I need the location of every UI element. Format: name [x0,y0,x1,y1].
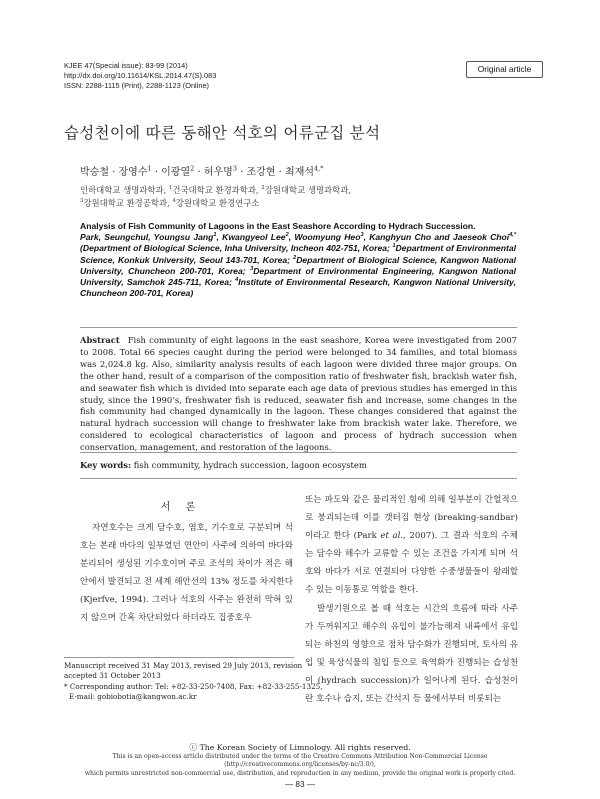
affiliation-mark: 1 [392,243,396,250]
license-line: This is an open-access article distributed under the terms of the Creative Commons Attribution Non-Commercial License (http://creativecommons.org/licenses/by-nc/3.0/), [112,753,488,769]
page-title: 습성천이에 따른 동해안 석호의 어류군집 분석 [64,124,381,142]
affiliation-mark: 1 [147,164,152,173]
affiliation-text: (Department of Biological Science, Inha University, Incheon 402-751, Korea; [80,243,393,254]
abstract-text: Fish community of eight lagoons in the east seashore, Korea were investigated from 2007 to 2008. Total 66 species caught during the period were belonged to 34 families, and total biomass was 2,024.8 kg. Also, similarity analysis results of each lagoon were divided three major groups. On the other hand, result of a comparison of the composition ratio of freshwater fish, brackish water fish, and seawater fish which is divided into separate each age data of previous studies has emerged in this study, since the 1990’s, freshwater fish is reduced, seawater fish and increase, some changes in the fish community had changed dynamically in the lagoon. These changes considered that against the natural hydrach succession will change to freshwater lake from brackish water lake. Therefore, we considered to ecological characteristics of lagoon and process of hydrach succession when conservation, management, and restoration of the lagoons. [80,335,517,453]
paragraph: 발생기원으로 볼 때 석호는 시간의 흐름에 따라 사주가 두꺼워지고 해수의 유입이 불가능해져 내륙에서 유입되는 하천의 영향으로 점차 담수화가 진행되며, 토사의 유입 및 육상식물의 침입 등으로 육역화가 진행되는 습성천이 (hydrach succession)가 일어나게 된다. 습성천이란 호수나 습지, 또는 간석지 등 물에서부터 비롯되는 [305,603,518,705]
affiliation-text: 강원대학교 생명과학과, [264,185,351,195]
affiliation-mark: 2 [285,232,289,239]
english-title: Analysis of Fish Community of Lagoons in the East Seashore According to Hydrach Succession. [80,221,476,231]
keywords [80,460,517,470]
journal-meta [64,61,216,92]
footnote-divider [64,657,294,658]
keywords-bottom-divider [80,478,517,479]
author-text: 박승철 · 장영수 [80,167,148,178]
license [50,753,550,778]
author-text: , Woomyung Heo [288,232,361,242]
citation-etal: et al [380,531,401,542]
authors-korean [80,163,323,178]
affiliation-mark: 1 [213,232,217,239]
author-text: , Kanghyun Cho and Jaeseok Choi [363,232,510,242]
affiliation-text: 강원대학교 환경연구소 [175,198,260,209]
affiliations-korean [80,184,351,211]
keywords-text: fish community, hydrach succession, lagoon ecosystem [131,460,367,470]
affiliation-text: 강원대학교 환경공학과, [83,198,173,209]
affiliation-mark: 4,* [314,164,324,173]
paragraph [305,491,518,600]
affiliation-text: 건국대학교 환경과학과, [172,185,262,195]
author-text: · 조강현 · 최재석 [236,167,315,178]
license-line: which permits unrestricted non-commercial use, distribution, and reproduction in any medium, provide the original work is properly cited. [84,769,516,777]
affiliation-mark: 3 [360,232,364,239]
footnote-email: E-mail: gobiobotia@kangwon.ac.kr [69,691,197,701]
body-column-right [305,491,518,708]
author-text: · 허우명 [194,167,233,178]
footnote-line: accepted 31 October 2013 [64,671,161,681]
paragraph: 자연호수는 크게 담수호, 염호, 기수호로 구분되며 석호는 본래 바다의 일부였던 연안이 사주에 의하여 바다와 분리되어 생성된 기수호이며 주로 조석의 차이가 적은 해안에서 발견되고 전 세계 해안선의 13% 정도를 차지한다 (Kjerfve, 1994). 그러나 석호의 사주는 완전히 막혀 있지 않으며 간혹 차단되었다 하더라도 집중호우 [80,523,293,624]
journal-citation: KJEE 47(Special issue): 83-99 (2014) [64,61,188,70]
doi-link[interactable]: http://dx.doi.org/10.11614/KSL.2014.47(S).083 [64,71,217,81]
author-text: Park, Seungchul, Youngsu Jang [80,232,214,242]
affiliation-line [80,184,351,197]
affiliation-mark: 3 [250,266,254,273]
affiliation-text: Department of Biological Science, Kangwon National University, Chuncheon 200-701, Korea; [80,254,516,276]
abstract [80,335,517,454]
keywords-label: Key words: [80,460,132,470]
body-column-left [80,519,293,628]
issn: ISSN: 2288-1115 (Print), 2288-1123 (Online) [64,81,210,91]
affiliation-mark: 4 [172,198,176,205]
affiliation-text: Department of Environmental Science, Konkuk University, Seoul 143-701, Korea; [80,243,516,265]
affiliation-line [80,197,351,210]
affiliation-mark: 3 [232,164,237,173]
abstract-label: Abstract [80,335,120,345]
affiliation-mark: 1 [168,185,173,192]
keywords-top-divider [80,452,517,453]
paragraph-text: 또는 파도와 같은 물리적인 힘에 의해 일부분이 간헐적으로 붕괴되는데 이를 갯터짐 현상 (breaking-sandbar)이라고 한다 (Park [305,495,518,542]
author-text: · 이광열 [151,167,191,178]
english-authors [80,232,516,300]
abstract-top-divider [80,327,517,328]
copyright: ⓒ The Korean Society of Limnology. All rights reserved. [189,743,411,752]
author-text: , Kwangyeol Lee [216,232,286,242]
affiliation-text: 인하대학교 생명과학과, [80,185,169,195]
affiliation-mark: 2 [293,254,297,261]
article-type-badge: Original article [466,61,543,78]
affiliation-text: Institute of Environmental Research, Kangwon National University, Chuncheon 200-701, Korea) [80,277,516,299]
footnote [64,661,323,702]
affiliation-text: Department of Environmental Engineering, Kangwon National University, Samchok 245-711, Korea; [80,265,516,288]
affiliation-mark: 2 [190,164,195,173]
affiliation-mark: 4 [235,277,239,284]
footnote-line: Manuscript received 31 May 2013, revised 29 July 2013, revision [64,661,303,670]
footnote-line: * Corresponding author: Tel: +82-33-250-7408, Fax: +82-33-255-1325, [64,681,323,691]
affiliation-mark: 3 [80,198,84,205]
paragraph-text: ., 2007). 그 결과 석호의 수체는 담수와 해수가 교류할 수 있는 조건을 가지게 되며 석호와 바다가 서로 연결되어 다양한 수중생물들이 왕래할 수 있는 이동통로 역할을 한다. [305,531,518,596]
affiliation-mark: 4,* [509,232,517,239]
section-heading: 서 론 [160,502,202,513]
affiliation-mark: 2 [261,185,265,192]
page-number: — 83 — [284,780,316,789]
